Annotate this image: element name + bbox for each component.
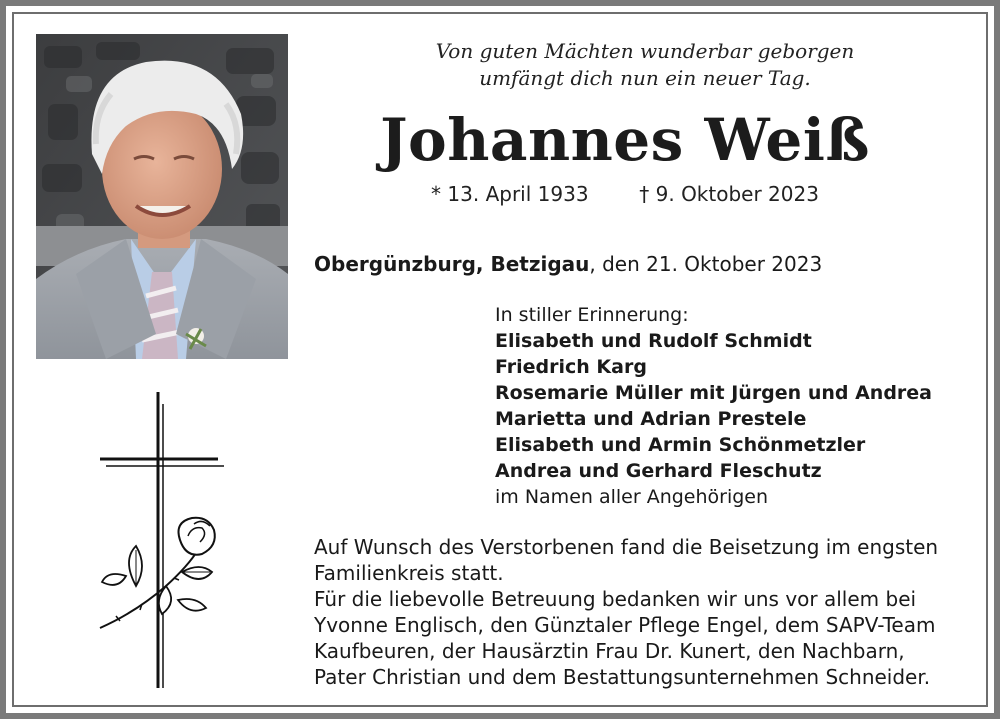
birth-date: 13. April 1933 bbox=[447, 182, 589, 206]
closing-line: Familienkreis statt. bbox=[314, 561, 504, 585]
closing-line: Yvonne Englisch, den Günztaler Pflege Engel, dem SAPV-Team bbox=[314, 613, 936, 637]
closing-line: Auf Wunsch des Verstorbenen fand die Beisetzung im engsten bbox=[314, 535, 939, 559]
mourner-name: Rosemarie Müller mit Jürgen und Andrea bbox=[495, 382, 932, 404]
portrait-photo bbox=[36, 34, 288, 359]
mourner-name: Marietta und Adrian Prestele bbox=[495, 408, 807, 430]
closing-text bbox=[314, 534, 954, 690]
notice-date: , den 21. Oktober 2023 bbox=[589, 252, 823, 276]
death-date: 9. Oktober 2023 bbox=[655, 182, 819, 206]
cross-with-rose-icon bbox=[96, 390, 228, 690]
birth-symbol: * bbox=[431, 182, 442, 206]
mourners-outro: im Namen aller Angehörigen bbox=[495, 486, 769, 508]
verse-line: Von guten Mächten wunderbar geborgen bbox=[435, 39, 855, 63]
mourner-name: Elisabeth und Rudolf Schmidt bbox=[495, 330, 812, 352]
closing-line: Pater Christian und dem Bestattungsunternehmen Schneider. bbox=[314, 665, 931, 689]
verse-line: umfängt dich nun ein neuer Tag. bbox=[479, 66, 811, 90]
memorial-verse bbox=[312, 38, 978, 92]
place-date-line bbox=[314, 250, 822, 278]
mourners-intro: In stiller Erinnerung: bbox=[495, 304, 689, 326]
mourner-name: Andrea und Gerhard Fleschutz bbox=[495, 460, 822, 482]
closing-line: Für die liebevolle Betreuung bedanken wir uns vor allem bei bbox=[314, 587, 917, 611]
mourners-list bbox=[495, 302, 932, 510]
closing-line: Kaufbeuren, der Hausärztin Frau Dr. Kunert, den Nachbarn, bbox=[314, 639, 905, 663]
deceased-name: Johannes Weiß bbox=[380, 106, 870, 174]
mourner-name: Elisabeth und Armin Schönmetzler bbox=[495, 434, 866, 456]
place-names: Obergünzburg, Betzigau bbox=[314, 252, 590, 276]
mourner-name: Friedrich Karg bbox=[495, 356, 647, 378]
life-dates bbox=[312, 180, 938, 208]
death-symbol: † bbox=[639, 182, 650, 206]
